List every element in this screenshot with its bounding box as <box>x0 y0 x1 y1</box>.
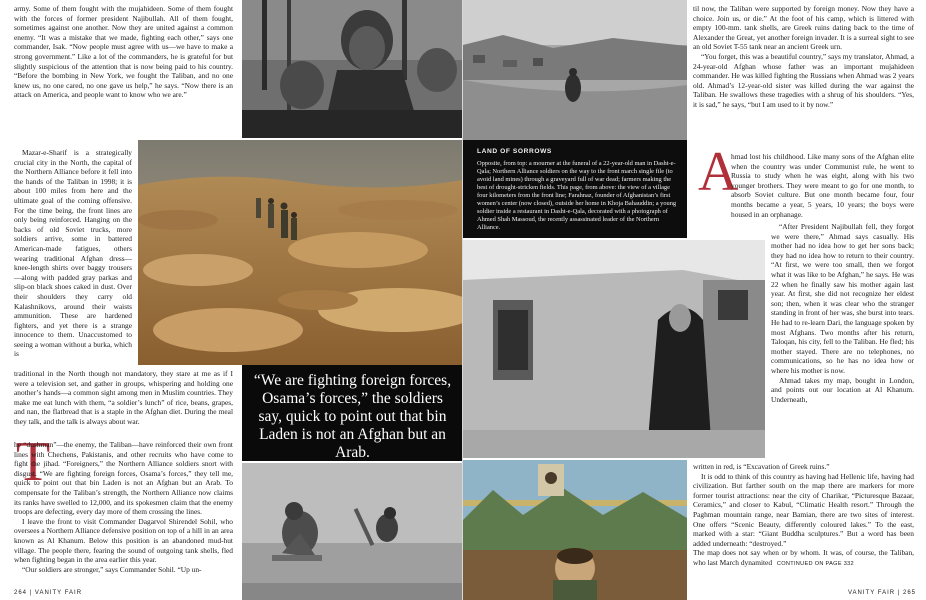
photo-village-view <box>463 0 687 140</box>
right-column-dropcap <box>731 152 914 219</box>
right-column-narrow <box>771 222 914 404</box>
paragraph: “Our soldiers are stronger,” says Commander Sohil. “Up un- <box>22 564 202 574</box>
paragraph: Ahmad takes my map, bought in London, and points out our location at Al Khanum. Underneath, <box>771 375 914 404</box>
paragraph: The map does not say when or by whom. It was, of course, the Taliban, who last March dynamited <box>693 548 914 567</box>
paragraph: army. Some of them fought with the mujahideen. Some of them fought with the forces of former president Najibullah. All of them fought, sometimes against one another. Now they are united against a common enemy. “It was a mistake that we made, fighting each other,” says one commander, Isak. “Now people must agree with us—we have to make a strong government.” Like a lot of the commanders, he is grateful for but slightly suspicious of the attention that is now being paid to his country. “Before the bombing in New York, we fought the Taliban, and no one knew us, no one cared, no one gave us help,” he says. “Now there is an attack on America, and people want to know who we are.” <box>14 4 233 100</box>
pull-quote: “We are fighting foreign forces, Osama’s forces,” the soldiers say, quick to point out that bin Laden is not an Afghan but an Arab. <box>253 372 452 461</box>
folio-right: VANITY FAIR | 265 <box>847 590 916 596</box>
photo-farahnaz-doorway <box>463 240 765 458</box>
left-column-mid <box>14 369 233 427</box>
caption-body: Opposite, from top: a mourner at the funeral of a 22-year-old man in Dasht-e-Qala; Northern Alliance soldiers on the way to the front march single file (to avoid land mines) through a graveyard full of war dead; farmers making the best of drought-stricken fields. This page, from above: the view of a village four kilometers from the front line; Farahnaz, founder of Afghanistan’s first women’s center (now closed), outside her home in Khoja Bahauddin; a young soldier inside a restaurant in Dasht-e-Qala, decorated with a photograph of Ahmed Shah Massoud, the recently assassinated leader of the Northern Alliance. <box>477 160 677 231</box>
drop-cap-t: T <box>16 431 51 493</box>
right-column-top <box>693 4 914 110</box>
right-page <box>463 0 926 600</box>
photo-funeral-mourner <box>242 0 463 138</box>
paragraph: “After President Najibullah fell, they forgot we were there,” Ahmad says casually. His mother had no idea how to get her sons back; they had no idea how to return to their country. “At first, we were too small, then we forgot what it was like to be Afghan,” he says. He was 22 when he finally saw his mother again last year. At first, she did not recognize her eldest son; then, when it was clear who the stranger standing in front of her was, she burst into tears. He had to re-learn Dari, the language spoken by most Afghans. Two months after his return, Taloqan, his city, fell to the Taliban. He fled; his mother stayed. There are no telephones, no communications, so he has no idea how or where his mother is now. <box>771 222 914 375</box>
caption-title: LAND OF SORROWS <box>477 148 552 155</box>
paragraph-dropcap: he “dushman”—the enemy, the Taliban—have reinforced their own front lines with Chechens, Pakistanis, and other recruits who have come to fight the jihad. “Foreigners,” the Northern Alliance soldiers snort with disgust. “We are fighting foreign forces, Osama’s forces,” they tell me, quick to point out that bin Laden is not an Afghan but an Arab. To compensate for the Taliban’s strength, the Northern Alliance now claims its ranks have swelled to 12,000, and its spokesmen claim that the enemy troops are defecting, every day more of them crossing the lines. <box>14 440 233 517</box>
paragraph: written in red, is “Excavation of Greek ruins.” <box>693 462 830 471</box>
right-column-bottom <box>693 462 914 570</box>
left-column-bottom <box>14 431 233 574</box>
paragraph: Mazar-e-Sharif is a strategically crucial city in the North, the capital of the Northern Alliance before it fell into the hands of the Taliban in 1998; it is about 100 miles from here and the ultimate goal of the coming offensive. For the time being, the front lines are only being reinforced. Hanging on the backs of old Soviet trucks, more soldiers arrive, some in battered American-made fatigues, others wearing traditional Afghan dress—knee-length shirts over baggy trousers—along with padded gray parkas and slip-on black shoes caked in dust. Over their shoulders they carry old Kalashnikovs, around their waists ammunition. These are hardened fighters, and yet there is a strange innocence to them. Unaccustomed to seeing a woman without a burka, which is <box>14 148 132 359</box>
photo-farmers-fields <box>242 463 463 600</box>
paragraph: til now, the Taliban were supported by foreign money. Now they have a choice. Join us, or die.” At the foot of his camp, which is littered with empty 100-mm. tank shells, are Greek ruins dating back to the time of Alexander the Great, yet another foreign invader. It is a surreal sight to see an old Soviet T-55 tank near an ancient Greek urn. <box>693 4 914 52</box>
paragraph: traditional in the North though not mandatory, they stare at me as if I were a television set, and gather in groups, whispering and holding one another’s hands—a common sight among men in Muslim countries. They make me eat lunch with them, “a soldier’s lunch” of rice, beans, grapes, and nan, the flatbread that is a staple in the Afghan diet. During the meal they talk, and the talk is always about war. <box>14 369 233 426</box>
drop-cap-a: A <box>698 141 739 203</box>
folio-left: 264 | VANITY FAIR <box>14 590 83 596</box>
paragraph-dropcap: hmad lost his childhood. Like many sons of the Afghan elite when the country was under Communist rule, he went to Russia to study when he was eight, along with his two younger brothers. They were meant to go for one month, to absorb Soviet culture. But one month became four, four months became a year, 5 years, 10 years; the boys were housed in an orphanage. <box>731 152 914 219</box>
left-column-top <box>14 4 233 100</box>
paragraph: “You forget, this was a beautiful country,” says my translator, Ahmad, a 24-year-old Afghan whose father was an important mujahideen commander. He was killed fighting the Russians when Ahmad was 2 years old. Ahmad’s 12-year-old sister was killed during the war against the Taliban. He swallows these tragedies with a shrug of his shoulders. “Yes, it is sad,” he says, “but I am used to it by now.” <box>693 51 914 109</box>
continued-label: CONTINUED ON PAGE 332 <box>776 560 854 567</box>
paragraph: I leave the front to visit Commander Dagarvol Shirendel Sohil, who oversees a Northern Alliance defensive position on top of a hill in an area known as Al Khanum. Below this position is an abandoned mud-hut village. The people there, fearing the sound of outgoing tank shells, fled when fighting began in the area earlier this year. <box>14 516 233 565</box>
left-column-narrow <box>14 148 132 359</box>
photo-soldiers-graveyard <box>138 140 463 365</box>
paragraph: It is odd to think of this country as having had Hellenic life, having had civilization. But farther south on the map there are markers for more former tourist attractions: near the city of Charikar, “Picturesque Bazaar, Ceramics,” and closer to Kabul, “Climatic Health resort.” Through the Paghman mountain range, near Bamian, there are two sites of interest. One offers “Scenic Beauty, differently coloured lakes.” To the east, marked with a star: “Giant Buddha sculptures.” But a word has been added underneath: “destroyed.” <box>693 471 914 548</box>
caption-box <box>463 140 687 238</box>
photo-restaurant-soldier <box>463 460 687 600</box>
